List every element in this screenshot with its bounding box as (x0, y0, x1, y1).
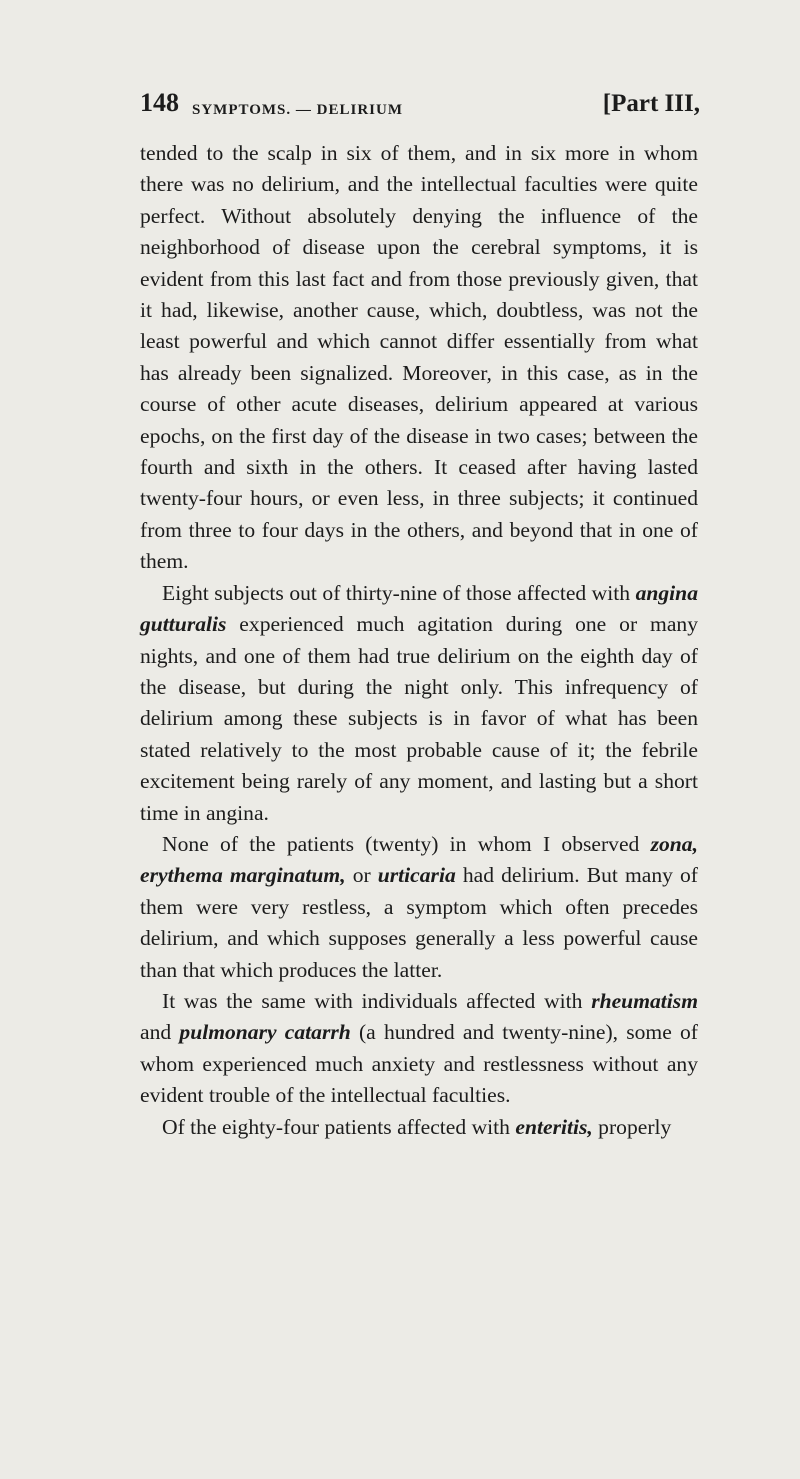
italic-term: angina gutturalis (140, 580, 698, 637)
italic-term: zona, erythema marginatum, (140, 831, 698, 888)
text-segment: or (345, 863, 378, 888)
text-segment: None of the patients (twenty) in whom I observed (162, 831, 651, 856)
part-label: [Part III, (602, 90, 700, 117)
running-head: SYMPTOMS. — DELIRIUM (192, 102, 403, 118)
paragraph (140, 138, 698, 578)
page-header (140, 88, 700, 128)
text-segment: properly (592, 1114, 672, 1139)
text-segment: tended to the scalp in six of them, and in six more in whom there was no delirium, and the intellectual faculties were quite perfect. Without absolutely denying the influence of the neighborhood of disease upon the cerebral symptoms, it is evident from this last fact and from those previously given, that it had, likewise, another cause, which, doubtless, was not the least powerful and which cannot differ essentially from what has already been signalized. Moreover, in this case, as in the course of other acute diseases, delirium appeared at various epochs, on the first day of the disease in two cases; between the fourth and sixth in the others. It ceased after having lasted twenty-four hours, or even less, in three subjects; it continued from three to four days in the others, and beyond that in one of them. (140, 141, 698, 574)
paragraph (140, 578, 698, 829)
paragraph (140, 986, 698, 1112)
text-segment: It was the same with individuals affected with (162, 988, 592, 1013)
text-segment: experienced much agitation during one or many nights, and one of them had true delirium on the eighth day of the disease, but during the night only. This infrequency of delirium among these subjects is in favor of what has been stated relatively to the most probable cause of it; the febrile excitement being rarely of any moment, and lasting but a short time in angina. (140, 612, 698, 825)
paragraph (140, 829, 698, 986)
italic-term: enteritis, (515, 1114, 593, 1139)
italic-term: urticaria (377, 863, 456, 888)
text-segment: Of the eighty-four patients affected with (162, 1114, 516, 1139)
italic-term: rheumatism (591, 988, 698, 1013)
text-segment: Eight subjects out of thirty-nine of those affected with (162, 580, 636, 605)
text-segment: and (140, 1020, 180, 1045)
page-number: 148 (140, 88, 179, 117)
paragraph (140, 1112, 698, 1143)
text-segment: had delirium. But many of them were very restless, a symptom which often precedes delirium, and which supposes generally a less powerful cause than that which produces the latter. (140, 863, 698, 982)
text-segment: (a hundred and twenty-nine), some of whom experienced much anxiety and restlessness without any evident trouble of the intellectual faculties. (140, 1020, 698, 1108)
body-text (140, 138, 698, 1143)
italic-term: pulmonary catarrh (179, 1020, 351, 1045)
